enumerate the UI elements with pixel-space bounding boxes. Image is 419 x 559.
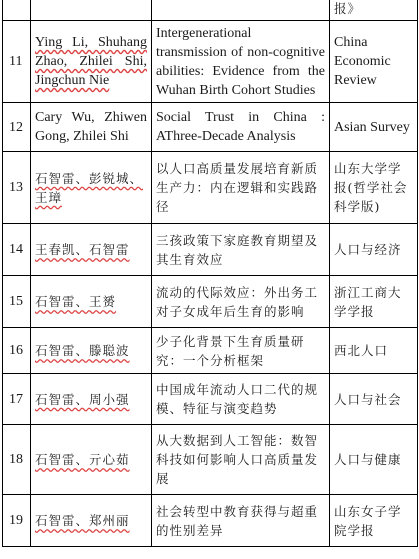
journal-cell: 山东女子学院学报 xyxy=(330,495,418,547)
title-cell: 中国成年流动人口二代的规模、特征与演变趋势 xyxy=(152,374,330,425)
journal-cell: Asian Survey xyxy=(330,103,418,152)
title-text: Social Trust in China : AThree-Decade Analysis xyxy=(156,110,325,144)
row-number: 19 xyxy=(3,495,31,547)
row-number: 16 xyxy=(3,328,31,374)
row-number: 15 xyxy=(3,276,31,328)
authors-cell xyxy=(31,21,152,103)
publication-table xyxy=(2,0,418,547)
authors-cell xyxy=(31,224,152,276)
title-cell: 社会转型中教育获得与超重的性别差异 xyxy=(152,495,330,547)
table-row xyxy=(3,103,418,152)
authors-cell xyxy=(31,425,152,495)
row-number: 18 xyxy=(3,425,31,495)
authors-text: 石智雷、滕聪波 xyxy=(35,343,130,358)
table-row xyxy=(3,495,418,547)
row-number: 13 xyxy=(3,152,31,224)
title-cell: 从大数据到人工智能：数智科技如何影响人口高质量发展 xyxy=(152,425,330,495)
title-text: Intergenerational transmission of non-cognitive abilities: Evidence from the Wuhan Birth Cohort Studies xyxy=(156,25,325,98)
table-row xyxy=(3,425,418,495)
authors-text: 石智雷、亓心茹 xyxy=(35,452,130,467)
authors-text: 石智雷、郑州丽 xyxy=(35,513,130,528)
row-number xyxy=(3,0,31,21)
authors-cell xyxy=(31,0,152,21)
authors-text: 石智雷、王赟 xyxy=(35,294,117,309)
table-row xyxy=(3,374,418,425)
journal-cell: 山东大学学报(哲学社会科学版) xyxy=(330,152,418,224)
journal-cell: 人口与社会 xyxy=(330,374,418,425)
table-row xyxy=(3,21,418,103)
authors-text: 石智雷、周小强 xyxy=(35,391,130,407)
journal-cell: 人口与经济 xyxy=(330,224,418,276)
journal-cell: 人口与健康 xyxy=(330,425,418,495)
authors-cell xyxy=(31,276,152,328)
row-number: 14 xyxy=(3,224,31,276)
authors-text: Ying Li, Shuhang Zhao, Zhilei Shi, Jingchun Nie xyxy=(35,35,147,88)
authors-cell: Cary Wu, Zhiwen Gong, Zhilei Shi xyxy=(31,103,152,152)
authors-cell xyxy=(31,152,152,224)
table-row xyxy=(3,224,418,276)
title-cell xyxy=(152,103,330,152)
table-row xyxy=(3,276,418,328)
row-number: 12 xyxy=(3,103,31,152)
title-cell: 以人口高质量发展培育新质生产力：内在逻辑和实践路径 xyxy=(152,152,330,224)
journal-cell: 报》 xyxy=(330,0,418,21)
authors-text: 石智雷、彭锐城、王璋 xyxy=(35,170,144,205)
authors-cell xyxy=(31,328,152,374)
title-cell: 三孩政策下家庭教育期望及其生育效应 xyxy=(152,224,330,276)
table-row xyxy=(3,152,418,224)
row-number: 11 xyxy=(3,21,31,103)
journal-cell: 西北人口 xyxy=(330,328,418,374)
title-cell xyxy=(152,0,330,21)
journal-cell: China Economic Review xyxy=(330,21,418,103)
table-row xyxy=(3,0,418,21)
row-number: 17 xyxy=(3,374,31,425)
title-cell: 少子化背景下生育质量研究：一个分析框架 xyxy=(152,328,330,374)
title-cell: 流动的代际效应：外出务工对子女成年后生育的影响 xyxy=(152,276,330,328)
authors-cell xyxy=(31,374,152,425)
title-cell xyxy=(152,21,330,103)
journal-cell: 浙江工商大学学报 xyxy=(330,276,418,328)
table-row xyxy=(3,328,418,374)
authors-cell xyxy=(31,495,152,547)
authors-text: 王春凯、石智雷 xyxy=(35,242,130,257)
